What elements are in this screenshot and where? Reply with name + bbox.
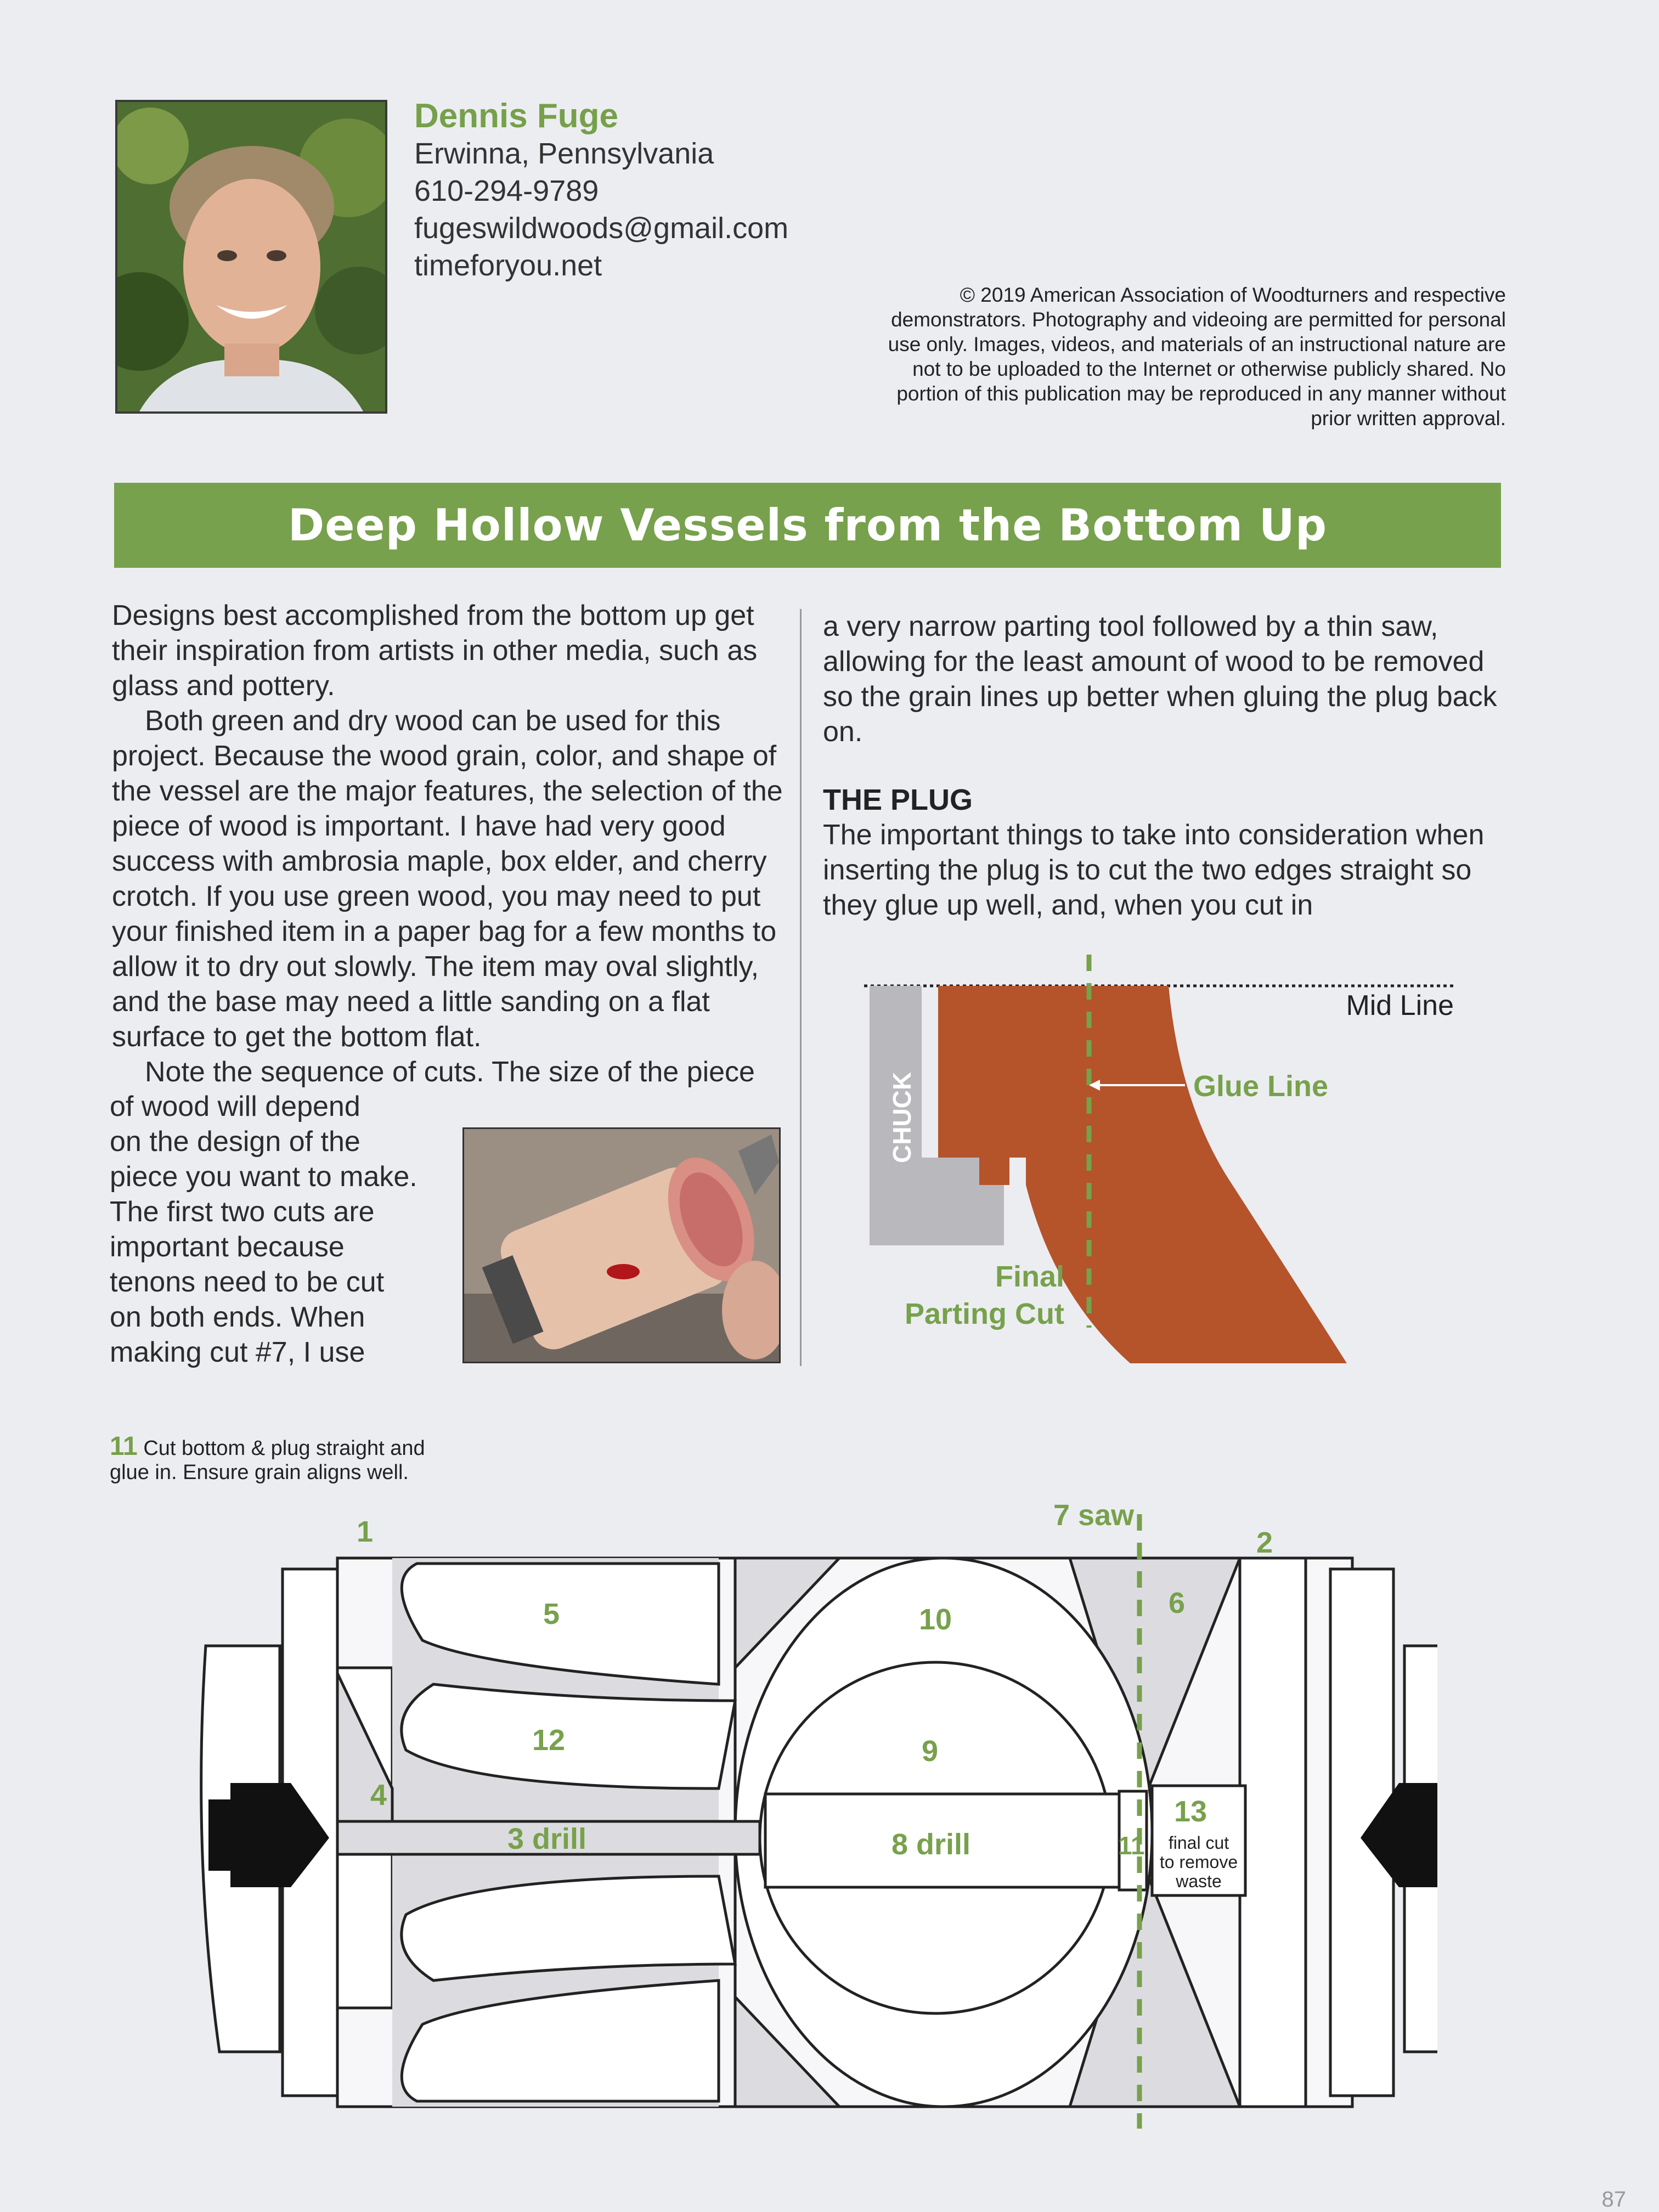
column-divider [800, 609, 802, 1366]
figure-caption [110, 1432, 439, 1485]
label-12: 12 [532, 1724, 566, 1757]
right-tenon [1240, 1558, 1306, 2107]
left-paragraph-1: Designs best accomplished from the bottom up get their inspiration from artists in other media, such as glass and pottery. [112, 600, 758, 702]
wrap-line: piece you want to make. [110, 1161, 417, 1193]
label-6: 6 [1169, 1587, 1186, 1620]
left-column-wrap [110, 1089, 450, 1370]
right-paragraph-1: a very narrow parting tool followed by a thin saw, allowing for the least amount of wood to be removed so the grain lines up better when gluing the plug back on. [823, 611, 1497, 748]
label-13-line-b: to remove [1159, 1852, 1238, 1872]
article-title: Deep Hollow Vessels from the Bottom Up [287, 500, 1328, 551]
label-7: 7 saw [1053, 1503, 1135, 1532]
label-8: 8 drill [891, 1828, 971, 1861]
final-label: Final [995, 1260, 1064, 1293]
chuck-label: CHUCK [888, 1071, 916, 1163]
caption-number: 11 [110, 1432, 138, 1461]
right-paragraph-2: The important things to take into consideration when inserting the plug is to cut the two edges straight so they glue up well, and, when you cut in [823, 819, 1485, 921]
author-photo [115, 100, 387, 414]
label-11: 11 [1118, 1831, 1145, 1860]
left-column [112, 598, 787, 1090]
author-email[interactable]: fugeswildwoods@gmail.com [414, 212, 789, 245]
left-paragraph-2: Both green and dry wood can be used for this project. Because the wood grain, color, and shape of the vessel are the major features, the selection of the piece of wood is important. I have had very good success with ambrosia maple, box elder, and cherry crotch. If you use green wood, you may need to put your finished item in a paper bag for a few months to allow it to dry out slowly. The item may oval slightly, and the base may need a little sanding on a flat surface to get the bottom flat. [112, 705, 783, 1053]
label-3: 3 drill [507, 1822, 587, 1855]
wrap-line: of wood will depend [110, 1091, 360, 1122]
mid-line-label: Mid Line [1346, 990, 1454, 1022]
label-1: 1 [357, 1515, 374, 1548]
author-contact [414, 98, 788, 284]
copyright-notice: © 2019 American Association of Woodturners and respective demonstrators. Photography and videoing are permitted for personal use only. Images, videos, and materials of an instructional nature are not to be uploaded to the Internet or otherwise publicly shared. No portion of this publication may be reproduced in any manner without prior written approval. [888, 284, 1506, 430]
plug-heading: THE PLUG [823, 783, 973, 816]
label-10: 10 [919, 1603, 952, 1636]
label-13-line-a: final cut [1168, 1833, 1229, 1853]
author-phone: 610-294-9789 [414, 174, 599, 207]
author-location: Erwinna, Pennsylvania [414, 137, 714, 170]
label-13-line-c: waste [1176, 1871, 1222, 1891]
author-website[interactable]: timeforyou.net [414, 249, 602, 282]
wrap-line: tenons need to be cut [110, 1266, 385, 1298]
wrap-line: important because [110, 1231, 345, 1263]
label-2: 2 [1256, 1526, 1273, 1559]
label-13: 13 [1174, 1795, 1207, 1828]
page-number: 87 [1601, 2187, 1626, 2211]
left-paragraph-3-lead: Note the sequence of cuts. The size of the piece [145, 1056, 755, 1088]
glue-line-label: Glue Line [1193, 1070, 1329, 1103]
cut-sequence-diagram [198, 1503, 1437, 2140]
lathe-photo [462, 1127, 781, 1363]
label-9: 9 [922, 1735, 939, 1768]
wrap-line: The first two cuts are [110, 1196, 375, 1228]
label-5: 5 [543, 1598, 560, 1630]
author-name: Dennis Fuge [414, 97, 619, 135]
wrap-line: on the design of the [110, 1126, 360, 1158]
caption-text: Cut bottom & plug straight and glue in. Ensure grain aligns well. [110, 1437, 425, 1484]
author-photo-art [117, 102, 385, 411]
title-banner [114, 483, 1501, 568]
plug-diagram [856, 944, 1470, 1372]
parting-cut-label: Parting Cut [905, 1297, 1064, 1330]
wrap-line: making cut #7, I use [110, 1336, 365, 1368]
wrap-line: on both ends. When [110, 1301, 365, 1333]
label-4: 4 [370, 1779, 387, 1812]
lathe-photo-art [464, 1129, 779, 1362]
right-column [823, 609, 1514, 923]
